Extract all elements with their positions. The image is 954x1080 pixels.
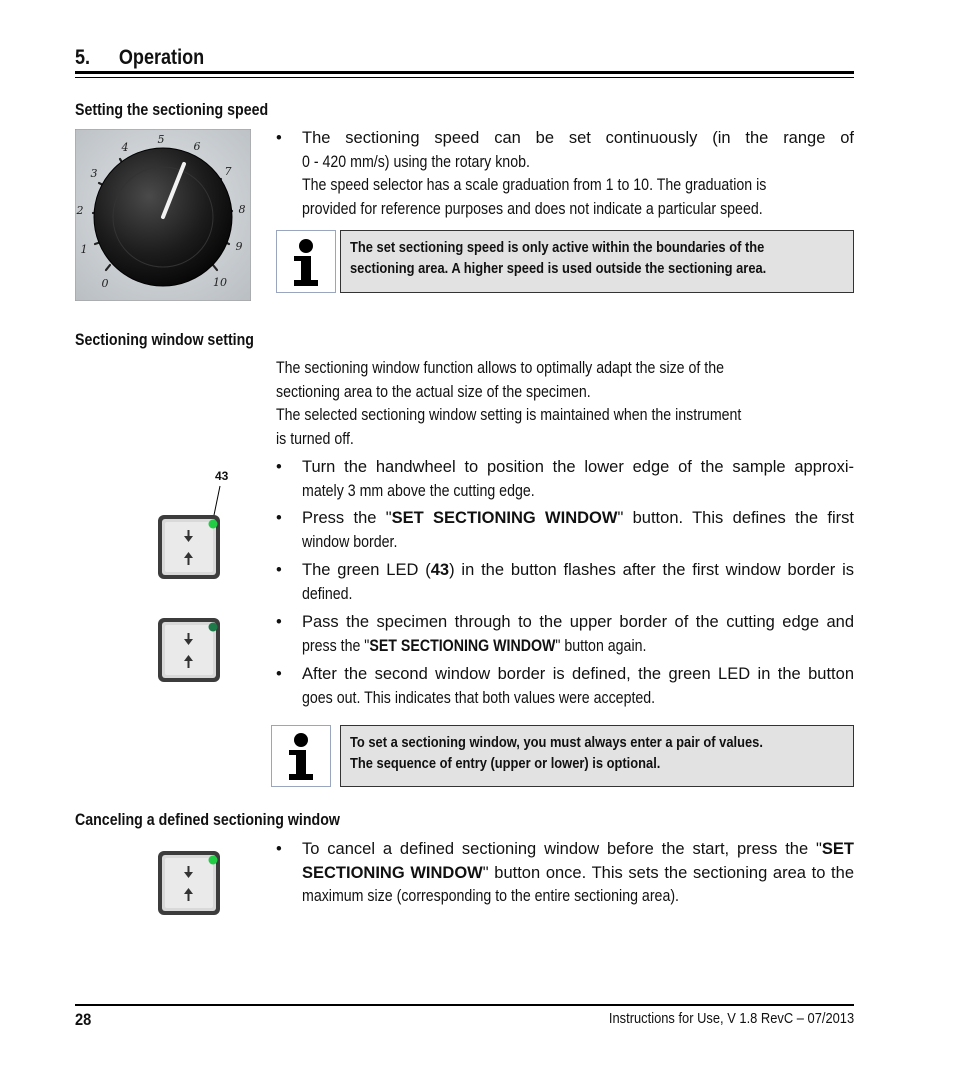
bullet-line: Press the "SET SECTIONING WINDOW" button. This defines the first [302,509,854,527]
dial-label: 3 [90,167,98,180]
note-window [340,725,854,787]
bullet-line: Turn the handwheel to position the lower edge of the sample approxi- [302,458,854,476]
bullet-line: goes out. This indicates that both values were accepted. [302,688,656,707]
set-window-button-name: SECTIONING WINDOW [302,863,483,882]
bullet-line: Pass the specimen through to the upper border of the cutting edge and [302,613,854,631]
intro-line: sectioning area to the actual size of the specimen. [276,382,591,401]
dial-label: 5 [157,133,165,146]
callout-label: 43 [215,469,229,483]
note-line: The sequence of entry (upper or lower) is optional. [350,755,661,772]
dial-label: 8 [238,203,246,216]
section-heading-speed: Setting the sectioning speed [75,101,269,119]
info-icon [277,231,335,292]
bullet-line: The green LED (43) in the button flashes after the first window border is [302,561,854,579]
bullet-line: mately 3 mm above the cutting edge. [302,481,535,500]
note-info-box [276,230,336,293]
note-speed [340,230,854,293]
intro-line: is turned off. [276,429,354,448]
intro-line: The selected sectioning window setting is maintained when the instrument [276,406,742,424]
bullet-line: press the "SET SECTIONING WINDOW" button again. [302,636,647,655]
bullet-line: window border. [302,532,398,551]
led-reference: 43 [430,561,450,579]
dial-label: 4 [121,141,129,154]
bullet-line: The sectioning speed can be set continuously (in the range of [302,129,854,147]
bullet-line: maximum size (corresponding to the entire sectioning area). [302,887,680,905]
note-line: To set a sectioning window, you must always enter a pair of values. [350,734,763,751]
window-intro [276,357,741,451]
set-window-button-led-off [157,617,221,683]
led-indicator-off [209,623,218,632]
note-line: The set sectioning speed is only active within the boundaries of the [350,239,765,256]
chapter-title [75,46,204,70]
bullet-line: 0 - 420 mm/s) using the rotary knob. [302,152,530,171]
section-heading-cancel: Canceling a defined sectioning window [75,811,340,829]
led-indicator-on [209,520,218,529]
dial-label: 10 [213,276,227,289]
bullet-line: SECTIONING WINDOW" button once. This sets the sectioning area to the [302,863,854,882]
note-info-box [271,725,331,787]
bullet-line: After the second window border is defined, the green LED in the button [302,665,854,683]
bullet-line: defined. [302,584,353,603]
chapter-name: Operation [118,46,205,69]
dial-label: 2 [76,204,84,217]
bullet-line: To cancel a defined sectioning window before the start, press the "SET [302,840,854,858]
dial-label: 1 [80,243,88,256]
title-rule-thick [75,71,854,74]
set-window-button-name: SET SECTIONING WINDOW [391,509,618,527]
footer-document-info: Instructions for Use, V 1.8 RevC – 07/2013 [608,1010,854,1027]
dial-label: 9 [235,240,243,253]
set-window-button-led-on [157,850,221,916]
speed-knob-image [75,129,251,301]
chapter-number: 5. [75,46,91,69]
led-indicator-on [209,856,218,865]
intro-line: The sectioning window function allows to optimally adapt the size of the [276,359,725,377]
dial-label: 7 [224,165,232,178]
info-icon [272,726,330,786]
page-number: 28 [75,1010,92,1029]
dial-label: 0 [101,277,109,290]
dial-label: 6 [193,140,201,153]
bullet-line: The speed selector has a scale graduation from 1 to 10. The graduation is [302,176,767,194]
set-window-button-led-on [157,514,221,580]
bullet-line: provided for reference purposes and does not indicate a particular speed. [302,199,763,218]
title-rule-thin [75,77,854,78]
note-line: sectioning area. A higher speed is used outside the sectioning area. [350,260,767,277]
footer-rule [75,1004,854,1006]
section-heading-window: Sectioning window setting [75,331,254,349]
set-window-button-name: SET SECTIONING WINDOW [369,636,556,655]
